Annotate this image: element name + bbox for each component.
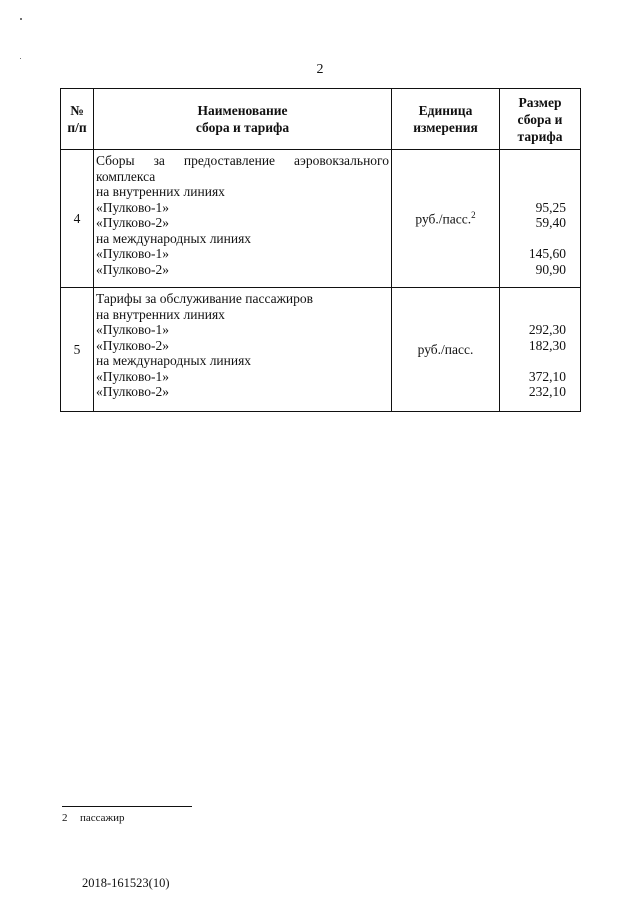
footnote-ref: 2 [471, 209, 476, 220]
row-number: 4 [61, 150, 94, 288]
route-type: на международных линиях [96, 230, 252, 246]
value: 59,40 [535, 215, 566, 230]
row-number: 5 [61, 288, 94, 412]
scan-speck [20, 58, 21, 59]
terminal-name: «Пулково-1» [96, 368, 170, 384]
row-title: Сборы за предоставление аэровокзального [96, 153, 389, 168]
terminal-name: «Пулково-2» [96, 261, 170, 277]
header-name-line: сбора и тарифа [195, 120, 290, 135]
row-values [500, 150, 581, 288]
header-name-line: Наименование [197, 103, 288, 118]
header-unit [392, 89, 500, 150]
header-size-line: тарифа [517, 128, 563, 144]
row-name [94, 288, 392, 412]
header-size [500, 89, 581, 150]
value: 145,60 [528, 246, 566, 261]
header-size-line: Размер [518, 94, 562, 110]
terminal-name: «Пулково-2» [96, 337, 170, 353]
scan-speck [20, 18, 22, 20]
footnote [62, 812, 125, 824]
value: 182,30 [528, 337, 566, 353]
terminal-name: «Пулково-1» [96, 322, 170, 337]
footnote-marker: 2 [62, 812, 68, 824]
fees-table [60, 88, 581, 412]
document-id: 2018-161523(10) [82, 876, 170, 890]
terminal-name: «Пулково-2» [96, 384, 170, 399]
row-unit [392, 150, 500, 288]
route-type: на внутренних линиях [96, 184, 225, 199]
unit-text: руб./пасс. [415, 211, 472, 227]
header-number-line: № [70, 103, 84, 118]
header-unit-line: измерения [413, 120, 478, 135]
route-type: на внутренних линиях [96, 306, 225, 322]
terminal-name: «Пулково-1» [96, 199, 170, 215]
terminal-name: «Пулково-1» [96, 246, 170, 261]
header-size-line: сбора и [517, 111, 563, 127]
header-name [94, 89, 392, 150]
table-header-row [61, 89, 581, 150]
route-type: на международных линиях [96, 353, 252, 368]
footnote-divider [62, 806, 192, 807]
page-number: 2 [316, 62, 324, 77]
row-values [500, 288, 581, 412]
header-unit-line: Единица [418, 103, 473, 118]
row-title: комплекса [96, 168, 156, 184]
value: 95,25 [535, 199, 566, 215]
value: 90,90 [535, 261, 566, 277]
unit-text: руб./пасс. [417, 341, 474, 357]
header-number [61, 89, 94, 150]
row-unit [392, 288, 500, 412]
terminal-name: «Пулково-2» [96, 215, 170, 230]
value: 232,10 [528, 384, 566, 399]
footnote-text: пассажир [80, 812, 125, 824]
value: 372,10 [528, 368, 566, 384]
table-row [61, 288, 581, 412]
header-number-line: п/п [67, 120, 87, 135]
table-row [61, 150, 581, 288]
row-name [94, 150, 392, 288]
value: 292,30 [528, 322, 566, 337]
row-title: Тарифы за обслуживание пассажиров [96, 291, 314, 306]
